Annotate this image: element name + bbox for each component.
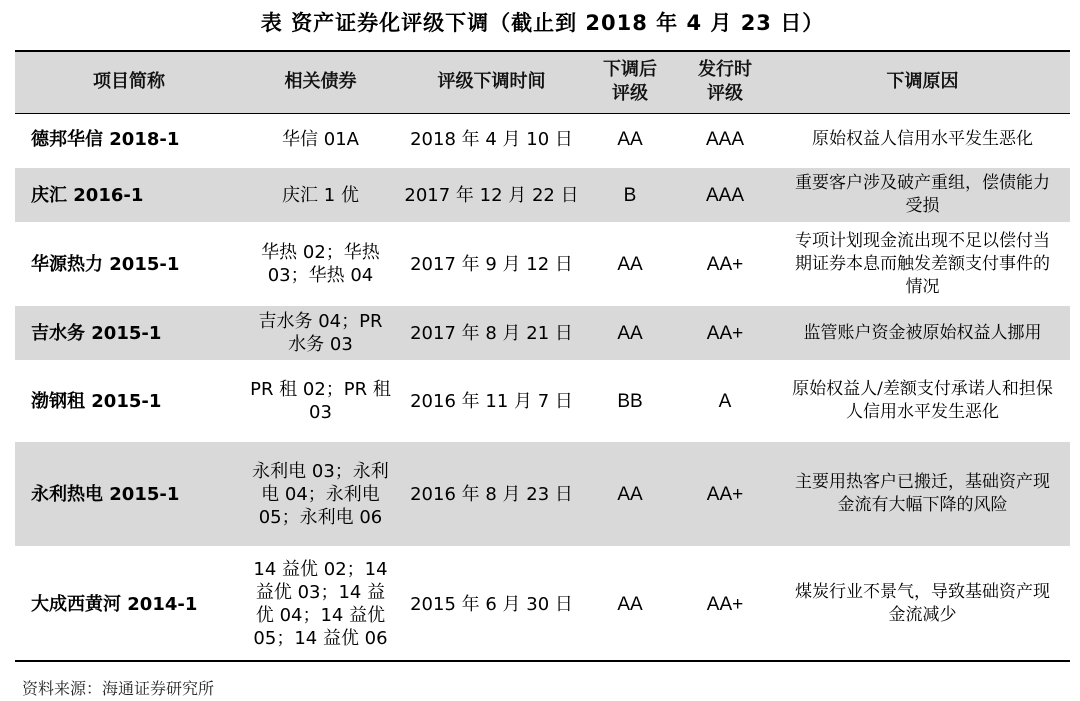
header-new-rating [585,51,675,113]
header-bond: 相关债券 [284,71,357,93]
cell-date: 2016 年 11 月 7 日 [410,390,573,412]
table-row [15,113,1070,167]
cell-bond: 吉水务 04；PR 水务 03 [258,311,383,355]
header-new-rating-line2: 评级 [612,83,648,105]
table-title: 表 资产证券化评级下调（截止到 2018 年 4 月 23 日） [260,11,825,35]
cell-reason: 煤炭行业不景气，导致基础资产现金流减少 [795,582,1050,625]
table-row [15,305,1070,361]
header-name: 项目简称 [93,71,165,93]
source-note: 资料来源：海通证券研究所 [22,679,215,698]
table-row [15,547,1070,661]
cell-name: 永利热电 2015-1 [31,483,180,505]
table-row [15,361,1070,441]
cell-date: 2017 年 8 月 21 日 [410,322,573,344]
cell-name: 华源热力 2015-1 [31,253,180,275]
cell-bond: PR 租 02；PR 租 03 [250,379,391,423]
cell-bond: 庆汇 1 优 [282,184,359,206]
table-row [15,167,1070,223]
table-row [15,223,1070,305]
cell-name: 吉水务 2015-1 [31,322,162,344]
cell-new-rating: AA [617,593,643,615]
header-new-rating-line1: 下调后 [603,59,657,81]
cell-reason: 原始权益人/差额支付承诺人和担保人信用水平发生恶化 [792,379,1053,422]
cell-date: 2016 年 8 月 23 日 [410,483,573,505]
cell-name: 庆汇 2016-1 [31,184,144,206]
cell-reason: 监管账户资金被原始权益人挪用 [803,322,1042,343]
cell-issue-rating: AA+ [706,322,744,344]
cell-name: 德邦华信 2018-1 [31,129,180,151]
cell-issue-rating: AA+ [706,253,744,275]
rating-downgrade-table [15,50,1070,662]
cell-bond: 永利电 03；永利电 04；永利电 05；永利电 06 [252,460,389,528]
header-date: 评级下调时间 [437,71,546,93]
cell-bond: 华热 02；华热 03；华热 04 [261,242,380,286]
cell-issue-rating: AA+ [706,593,744,615]
cell-new-rating: AA [617,322,643,344]
cell-new-rating: AA [617,129,643,151]
cell-new-rating: B [623,184,637,206]
cell-date: 2015 年 6 月 30 日 [410,593,573,615]
cell-reason: 专项计划现金流出现不足以偿付当期证券本息而触发差额支付事件的情况 [795,230,1050,297]
header-issue-rating-line2: 评级 [707,83,743,105]
header-reason: 下调原因 [886,71,959,93]
cell-name: 渤钢租 2015-1 [31,390,162,412]
cell-issue-rating: AAA [705,184,745,206]
cell-issue-rating: AAA [705,129,745,151]
cell-issue-rating: AA+ [706,483,744,505]
cell-bond: 华信 01A [282,129,359,151]
cell-date: 2017 年 9 月 12 日 [410,253,573,275]
header-issue-rating [675,51,775,113]
cell-issue-rating: A [718,390,732,412]
table-header-row [15,51,1070,113]
cell-date: 2018 年 4 月 10 日 [410,129,573,151]
cell-date: 2017 年 12 月 22 日 [404,184,579,206]
cell-reason: 重要客户涉及破产重组，偿债能力受损 [795,173,1050,216]
cell-reason: 原始权益人信用水平发生恶化 [812,129,1033,150]
cell-new-rating: BB [617,390,643,412]
cell-reason: 主要用热客户已搬迁，基础资产现金流有大幅下降的风险 [795,472,1050,515]
cell-new-rating: AA [617,483,643,505]
cell-bond: 14 益优 02；14 益优 03；14 益优 04；14 益优 05；14 益优 06 [253,559,388,649]
table-row [15,441,1070,547]
header-issue-rating-line1: 发行时 [698,59,752,81]
cell-new-rating: AA [617,253,643,275]
cell-name: 大成西黄河 2014-1 [31,593,198,615]
